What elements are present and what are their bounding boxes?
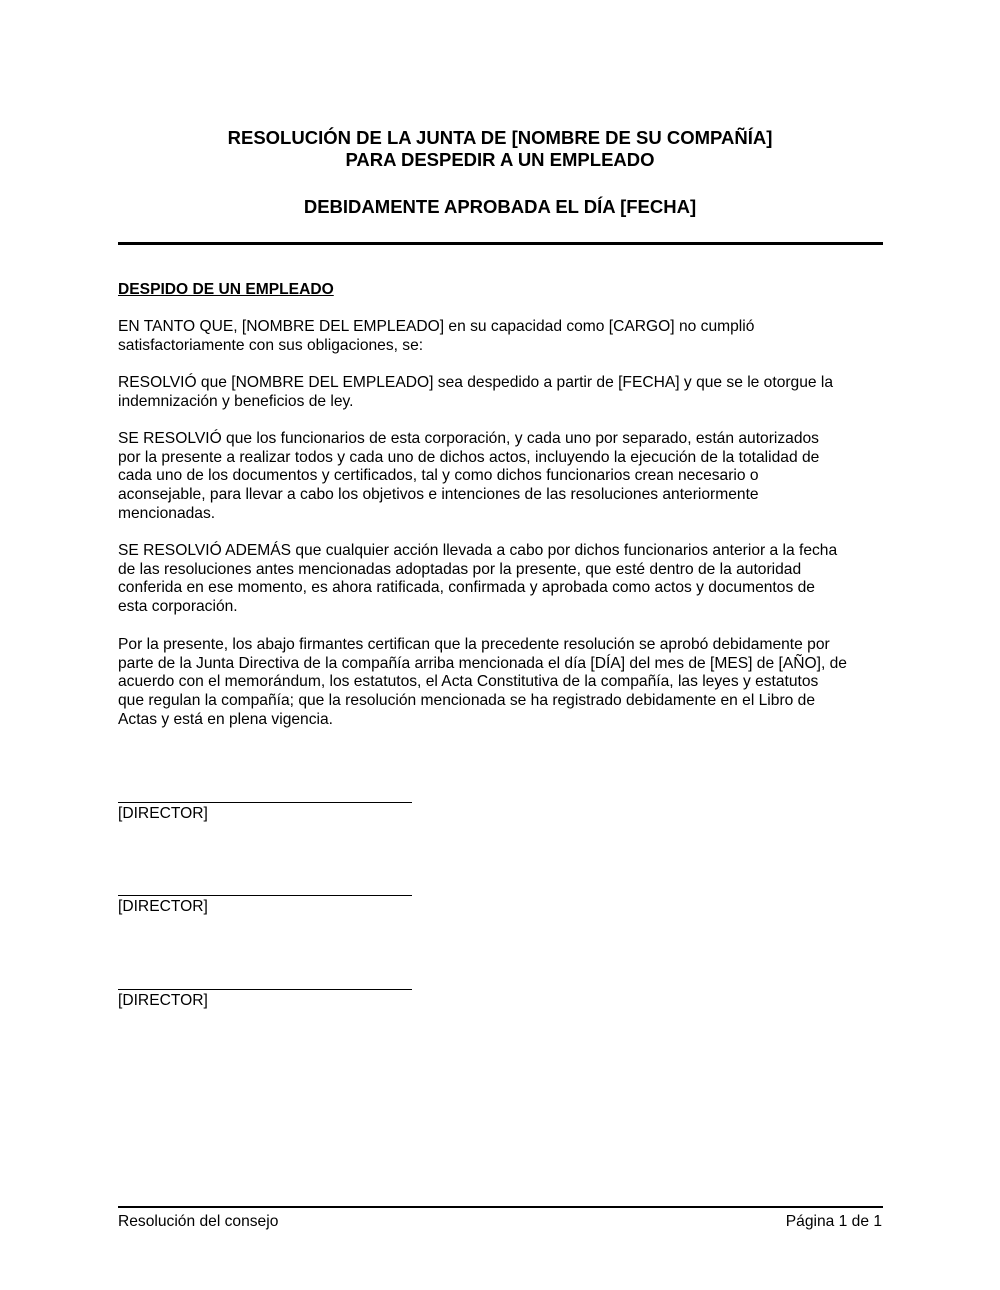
paragraph-line: por la presente a realizar todos y cada uno de dichos actos, incluyendo la ejecución de la totalidad de (118, 448, 820, 466)
paragraph-line: aconsejable, para llevar a cabo los objetivos e intenciones de las resoluciones anteriormente (118, 486, 759, 504)
paragraph-line: de las resoluciones antes mencionadas adoptadas por la presente, que esté dentro de la autoridad (118, 560, 802, 578)
paragraph-line: parte de la Junta Directiva de la compañía arriba mencionada el día [DÍA] del mes de [MES] de [AÑO], de (118, 654, 847, 672)
header-divider (118, 242, 883, 245)
document-title-line2: PARA DESPEDIR A UN EMPLEADO (345, 149, 655, 170)
document-title-line1: RESOLUCIÓN DE LA JUNTA DE [NOMBRE DE SU COMPAÑÍA] (227, 127, 773, 148)
paragraph-line: mencionadas. (118, 504, 216, 522)
paragraph-line: Actas y está en plena vigencia. (118, 710, 333, 728)
body-paragraph (118, 542, 888, 617)
signature-label: [DIRECTOR] (118, 805, 208, 822)
signature-label: [DIRECTOR] (118, 992, 208, 1009)
signature-line (118, 989, 412, 990)
paragraph-line: RESOLVIÓ que [NOMBRE DEL EMPLEADO] sea despedido a partir de [FECHA] y que se le otorgue la (118, 374, 834, 391)
body-paragraph (118, 430, 888, 524)
paragraph-line: Por la presente, los abajo firmantes certifican que la precedente resolución se aprobó debidamente por (118, 636, 830, 653)
document-subtitle: DEBIDAMENTE APROBADA EL DÍA [FECHA] (303, 196, 697, 217)
footer-divider (118, 1206, 883, 1208)
body-paragraph (118, 636, 888, 730)
paragraph-line: indemnización y beneficios de ley. (118, 392, 354, 410)
paragraph-line: SE RESOLVIÓ ADEMÁS que cualquier acción llevada a cabo por dichos funcionarios anterior a la fecha (118, 542, 838, 559)
paragraph-line: esta corporación. (118, 598, 238, 616)
signature-line (118, 802, 412, 803)
paragraph-line: satisfactoriamente con sus obligaciones, se: (118, 336, 424, 354)
paragraph-line: conferida en ese momento, es ahora ratificada, confirmada y aprobada como actos y documentos de (118, 579, 815, 597)
footer-document-name: Resolución del consejo (118, 1213, 279, 1230)
paragraph-line: que regulan la compañía; que la resolución mencionada se ha registrado debidamente en el Libro de (118, 692, 815, 710)
signature-label: [DIRECTOR] (118, 898, 208, 915)
section-heading: DESPIDO DE UN EMPLEADO (118, 281, 334, 298)
paragraph-line: EN TANTO QUE, [NOMBRE DEL EMPLEADO] en su capacidad como [CARGO] no cumplió (118, 318, 755, 335)
paragraph-line: acuerdo con el memorándum, los estatutos, el Acta Constitutiva de la compañía, las leyes y estatutos (118, 673, 819, 691)
footer-page-number: Página 1 de 1 (785, 1213, 882, 1230)
body-paragraph (118, 318, 888, 355)
body-paragraph (118, 374, 888, 411)
paragraph-line: SE RESOLVIÓ que los funcionarios de esta corporación, y cada uno por separado, están autorizados (118, 430, 819, 447)
paragraph-line: cada uno de los documentos y certificados, tal y como dichos funcionarios crean necesario o (118, 467, 759, 485)
signature-line (118, 895, 412, 896)
